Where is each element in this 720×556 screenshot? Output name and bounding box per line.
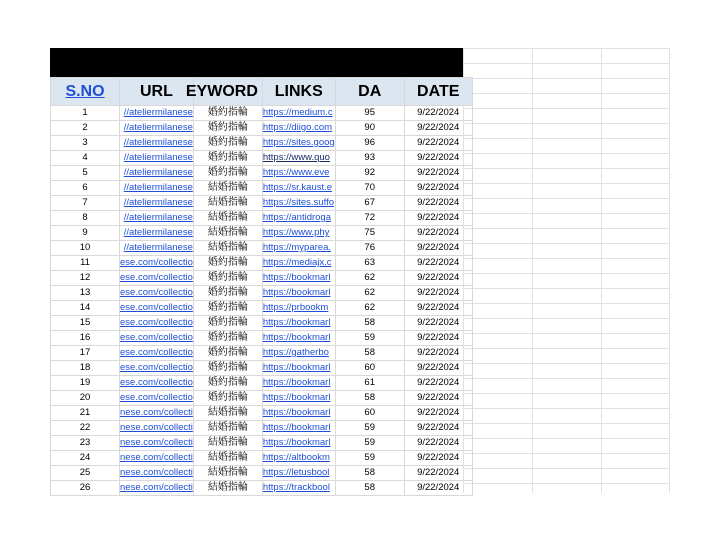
cell-sno: 11 xyxy=(51,256,120,271)
header-keyword-label: EYWORD xyxy=(185,82,258,100)
cell-url[interactable]: nese.com/collecti xyxy=(120,451,194,466)
table-row xyxy=(51,271,473,286)
cell-da: 93 xyxy=(335,151,404,166)
cell-da: 95 xyxy=(335,106,404,121)
cell-sno: 3 xyxy=(51,136,120,151)
header-date[interactable]: DATE xyxy=(404,78,472,106)
cell-keyword: 婚約指輪 xyxy=(193,346,262,361)
cell-link[interactable]: https://www.phy xyxy=(262,226,335,241)
table-row xyxy=(51,406,473,421)
cell-link[interactable]: https://bookmarl xyxy=(262,361,335,376)
cell-da: 72 xyxy=(335,211,404,226)
cell-keyword: 婚約指輪 xyxy=(193,106,262,121)
cell-da: 59 xyxy=(335,421,404,436)
cell-url[interactable]: //ateliermilanese xyxy=(120,241,194,256)
cell-url[interactable]: ese.com/collectio xyxy=(120,331,194,346)
cell-da: 96 xyxy=(335,136,404,151)
cell-keyword: 婚約指輪 xyxy=(193,166,262,181)
cell-keyword: 婚約指輪 xyxy=(193,331,262,346)
cell-keyword: 婚約指輪 xyxy=(193,151,262,166)
cell-link[interactable]: https://sites.suffo xyxy=(262,196,335,211)
cell-link[interactable]: https://bookmarl xyxy=(262,376,335,391)
table-row xyxy=(51,301,473,316)
data-table xyxy=(50,77,473,496)
cell-keyword: 婚約指輪 xyxy=(193,391,262,406)
cell-sno: 25 xyxy=(51,466,120,481)
cell-keyword: 婚約指輪 xyxy=(193,121,262,136)
cell-sno: 13 xyxy=(51,286,120,301)
cell-keyword: 結婚指輪 xyxy=(193,481,262,496)
table-row xyxy=(51,196,473,211)
title-band xyxy=(50,48,463,77)
cell-da: 67 xyxy=(335,196,404,211)
table-row xyxy=(51,136,473,151)
table-row xyxy=(51,121,473,136)
cell-sno: 6 xyxy=(51,181,120,196)
cell-date: 9/22/2024 xyxy=(404,271,472,286)
cell-da: 58 xyxy=(335,481,404,496)
cell-url[interactable]: //ateliermilanese xyxy=(120,121,194,136)
table-row xyxy=(51,421,473,436)
cell-sno: 8 xyxy=(51,211,120,226)
cell-da: 61 xyxy=(335,376,404,391)
cell-da: 59 xyxy=(335,451,404,466)
cell-date: 9/22/2024 xyxy=(404,151,472,166)
cell-da: 58 xyxy=(335,466,404,481)
cell-url[interactable]: //ateliermilanese xyxy=(120,181,194,196)
cell-url[interactable]: nese.com/collecti xyxy=(120,466,194,481)
table-row xyxy=(51,211,473,226)
cell-url[interactable]: ese.com/collectio xyxy=(120,301,194,316)
cell-date: 9/22/2024 xyxy=(404,331,472,346)
cell-url[interactable]: //ateliermilanese xyxy=(120,226,194,241)
cell-date: 9/22/2024 xyxy=(404,346,472,361)
cell-da: 62 xyxy=(335,286,404,301)
cell-keyword: 結婚指輪 xyxy=(193,211,262,226)
cell-url[interactable]: ese.com/collectio xyxy=(120,271,194,286)
table-row xyxy=(51,181,473,196)
cell-link[interactable]: https://prbookm xyxy=(262,301,335,316)
cell-sno: 2 xyxy=(51,121,120,136)
cell-url[interactable]: ese.com/collectio xyxy=(120,256,194,271)
cell-date: 9/22/2024 xyxy=(404,181,472,196)
cell-date: 9/22/2024 xyxy=(404,406,472,421)
cell-keyword: 結婚指輪 xyxy=(193,181,262,196)
cell-link[interactable]: https://letusbool xyxy=(262,466,335,481)
cell-link[interactable]: https://sites.goog xyxy=(262,136,335,151)
cell-date: 9/22/2024 xyxy=(404,376,472,391)
cell-url[interactable]: ese.com/collectio xyxy=(120,376,194,391)
cell-da: 62 xyxy=(335,271,404,286)
cell-keyword: 結婚指輪 xyxy=(193,466,262,481)
cell-da: 58 xyxy=(335,391,404,406)
cell-link[interactable]: https://sr.kaust.e xyxy=(262,181,335,196)
cell-sno: 16 xyxy=(51,331,120,346)
cell-url[interactable]: //ateliermilanese xyxy=(120,211,194,226)
header-da[interactable]: DA xyxy=(335,78,404,106)
cell-sno: 26 xyxy=(51,481,120,496)
cell-url[interactable]: ese.com/collectio xyxy=(120,391,194,406)
cell-link[interactable]: https://bookmarl xyxy=(262,331,335,346)
cell-date: 9/22/2024 xyxy=(404,106,472,121)
cell-da: 59 xyxy=(335,436,404,451)
cell-link[interactable]: https://myparea. xyxy=(262,241,335,256)
cell-sno: 23 xyxy=(51,436,120,451)
cell-da: 90 xyxy=(335,121,404,136)
cell-da: 60 xyxy=(335,406,404,421)
cell-sno: 24 xyxy=(51,451,120,466)
cell-url[interactable]: ese.com/collectio xyxy=(120,346,194,361)
cell-sno: 15 xyxy=(51,316,120,331)
header-row xyxy=(51,78,473,106)
cell-sno: 10 xyxy=(51,241,120,256)
cell-link[interactable]: https://medium.c xyxy=(262,106,335,121)
cell-url[interactable]: ese.com/collectio xyxy=(120,361,194,376)
cell-sno: 9 xyxy=(51,226,120,241)
cell-sno: 17 xyxy=(51,346,120,361)
table-row xyxy=(51,391,473,406)
cell-keyword: 結婚指輪 xyxy=(193,241,262,256)
cell-keyword: 結婚指輪 xyxy=(193,421,262,436)
cell-link[interactable]: https://diigo.com xyxy=(262,121,335,136)
cell-da: 92 xyxy=(335,166,404,181)
cell-date: 9/22/2024 xyxy=(404,466,472,481)
cell-sno: 22 xyxy=(51,421,120,436)
header-links[interactable]: LINKS xyxy=(262,78,335,106)
table-row xyxy=(51,451,473,466)
cell-link[interactable]: https://trackbool xyxy=(262,481,335,496)
header-sno[interactable]: S.NO xyxy=(51,78,120,106)
cell-date: 9/22/2024 xyxy=(404,211,472,226)
cell-date: 9/22/2024 xyxy=(404,316,472,331)
table-row xyxy=(51,376,473,391)
cell-keyword: 婚約指輪 xyxy=(193,361,262,376)
cell-keyword: 婚約指輪 xyxy=(193,136,262,151)
empty-grid-area[interactable] xyxy=(463,48,670,493)
cell-link[interactable]: https://antidroga xyxy=(262,211,335,226)
table-row xyxy=(51,226,473,241)
cell-url[interactable]: //ateliermilanese xyxy=(120,106,194,121)
cell-link[interactable]: https://altbookm xyxy=(262,451,335,466)
cell-da: 59 xyxy=(335,331,404,346)
cell-date: 9/22/2024 xyxy=(404,121,472,136)
cell-date: 9/22/2024 xyxy=(404,421,472,436)
cell-link[interactable]: https://bookmarl xyxy=(262,286,335,301)
cell-da: 63 xyxy=(335,256,404,271)
cell-url[interactable]: //ateliermilanese xyxy=(120,196,194,211)
cell-url[interactable]: //ateliermilanese xyxy=(120,136,194,151)
cell-da: 70 xyxy=(335,181,404,196)
cell-sno: 18 xyxy=(51,361,120,376)
cell-date: 9/22/2024 xyxy=(404,301,472,316)
cell-date: 9/22/2024 xyxy=(404,196,472,211)
cell-url[interactable]: //ateliermilanese xyxy=(120,166,194,181)
cell-sno: 21 xyxy=(51,406,120,421)
header-url[interactable]: URL xyxy=(120,78,194,106)
cell-da: 60 xyxy=(335,361,404,376)
table-row xyxy=(51,346,473,361)
cell-sno: 14 xyxy=(51,301,120,316)
cell-sno: 4 xyxy=(51,151,120,166)
cell-date: 9/22/2024 xyxy=(404,391,472,406)
cell-url[interactable]: ese.com/collectio xyxy=(120,286,194,301)
cell-keyword: 結婚指輪 xyxy=(193,196,262,211)
cell-sno: 5 xyxy=(51,166,120,181)
table-row xyxy=(51,316,473,331)
cell-url[interactable]: ese.com/collectio xyxy=(120,316,194,331)
cell-date: 9/22/2024 xyxy=(404,136,472,151)
table-row xyxy=(51,106,473,121)
cell-date: 9/22/2024 xyxy=(404,166,472,181)
cell-sno: 19 xyxy=(51,376,120,391)
cell-keyword: 結婚指輪 xyxy=(193,226,262,241)
table-row xyxy=(51,331,473,346)
cell-date: 9/22/2024 xyxy=(404,361,472,376)
table-row xyxy=(51,466,473,481)
cell-keyword: 結婚指輪 xyxy=(193,451,262,466)
cell-keyword: 婚約指輪 xyxy=(193,316,262,331)
cell-date: 9/22/2024 xyxy=(404,241,472,256)
cell-keyword: 結婚指輪 xyxy=(193,436,262,451)
cell-link[interactable]: https://bookmarl xyxy=(262,436,335,451)
table-row xyxy=(51,361,473,376)
cell-da: 58 xyxy=(335,316,404,331)
cell-sno: 7 xyxy=(51,196,120,211)
cell-date: 9/22/2024 xyxy=(404,481,472,496)
cell-link[interactable]: https://bookmarl xyxy=(262,421,335,436)
cell-keyword: 婚約指輪 xyxy=(193,301,262,316)
cell-da: 76 xyxy=(335,241,404,256)
table-row xyxy=(51,166,473,181)
cell-link[interactable]: https://www.eve xyxy=(262,166,335,181)
cell-url[interactable]: //ateliermilanese xyxy=(120,151,194,166)
cell-url[interactable]: nese.com/collecti xyxy=(120,436,194,451)
cell-sno: 12 xyxy=(51,271,120,286)
cell-link[interactable]: https://www.quo xyxy=(262,151,335,166)
cell-sno: 1 xyxy=(51,106,120,121)
table-row xyxy=(51,256,473,271)
cell-date: 9/22/2024 xyxy=(404,436,472,451)
table-row xyxy=(51,241,473,256)
table-row xyxy=(51,151,473,166)
cell-keyword: 結婚指輪 xyxy=(193,406,262,421)
table-row xyxy=(51,481,473,496)
table-row xyxy=(51,286,473,301)
cell-sno: 20 xyxy=(51,391,120,406)
cell-link[interactable]: https://gatherbo xyxy=(262,346,335,361)
cell-da: 75 xyxy=(335,226,404,241)
cell-date: 9/22/2024 xyxy=(404,256,472,271)
cell-keyword: 婚約指輪 xyxy=(193,376,262,391)
table-row xyxy=(51,436,473,451)
cell-url[interactable]: nese.com/collecti xyxy=(120,481,194,496)
cell-link[interactable]: https://mediajx.c xyxy=(262,256,335,271)
cell-url[interactable]: nese.com/collecti xyxy=(120,421,194,436)
cell-link[interactable]: https://bookmarl xyxy=(262,406,335,421)
header-keyword[interactable] xyxy=(185,78,262,106)
cell-link[interactable]: https://bookmarl xyxy=(262,271,335,286)
cell-da: 62 xyxy=(335,301,404,316)
cell-keyword: 婚約指輪 xyxy=(193,271,262,286)
cell-url[interactable]: nese.com/collecti xyxy=(120,406,194,421)
cell-date: 9/22/2024 xyxy=(404,226,472,241)
cell-da: 58 xyxy=(335,346,404,361)
cell-link[interactable]: https://bookmarl xyxy=(262,316,335,331)
cell-keyword: 婚約指輪 xyxy=(193,256,262,271)
cell-link[interactable]: https://bookmarl xyxy=(262,391,335,406)
cell-keyword: 婚約指輪 xyxy=(193,286,262,301)
cell-date: 9/22/2024 xyxy=(404,451,472,466)
cell-date: 9/22/2024 xyxy=(404,286,472,301)
